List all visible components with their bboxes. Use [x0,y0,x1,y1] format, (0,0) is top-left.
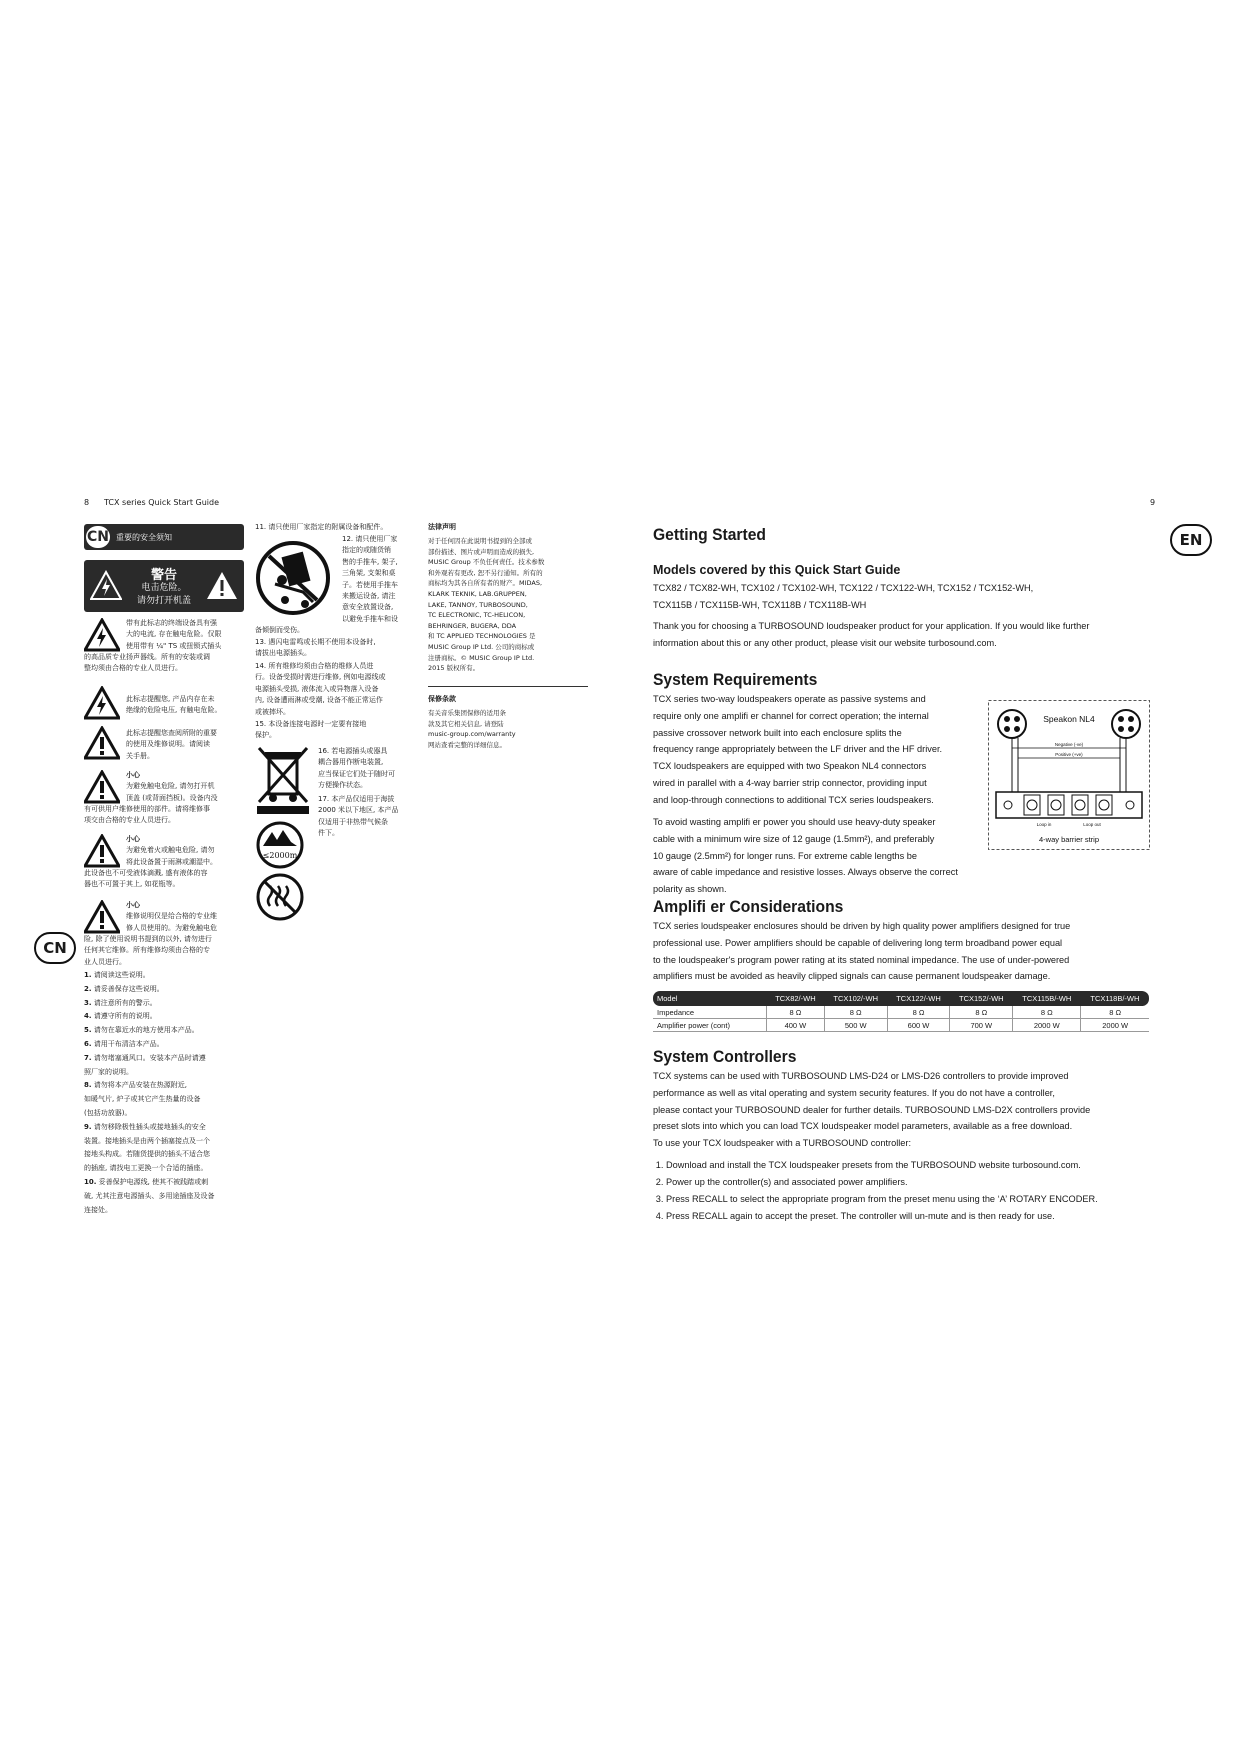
negative-label: Negative (-ve) [1054,742,1084,747]
system-controllers-heading: System Controllers [653,1047,797,1066]
caution-heading: 小心 [126,901,140,909]
text-line: 子。若使用手推车 [342,580,398,589]
caution-icon [84,834,120,868]
legal-heading: 法律声明 [428,523,456,531]
table-header-row [653,991,1149,1006]
table-header-cell: TCX115B/-WH [1022,994,1072,1003]
getting-started-heading: Getting Started [653,525,766,544]
text-line: 仅适用于非热带气候条 [318,817,388,826]
system-requirements-heading: System Requirements [653,670,818,689]
altitude-label: ≤2000m [262,851,298,860]
text-line: 意安全放置设备, [342,603,394,612]
list-item [84,1190,249,1204]
warning-box [84,560,244,612]
text-line: 大的电流, 存在触电危险。仅限 [126,630,222,639]
cn-item-17 [318,794,426,840]
list-number: 5. [84,1026,92,1035]
warranty-text [428,708,588,750]
speakon-label: Speakon NL4 [1043,714,1095,724]
table-cell: 600 W [887,1019,950,1032]
thanks-line-1: Thank you for choosing a TURBOSOUND loudspeaker product for your application. If you would like further [653,621,1090,631]
row-label: Amplifier power (cont) [653,1019,767,1032]
text-line: 险, 除了使用说明书提到的以外, 请勿进行 [84,935,212,943]
cart-warning-icon [255,540,331,616]
list-item [84,1148,249,1162]
cn-caution1-b [84,804,246,827]
text-line: 售的手推车, 架子, [342,557,398,566]
list-number: 9. [84,1122,92,1131]
row-label: Impedance [653,1006,767,1019]
text-line: 16. 若电源插头或器具 [318,747,388,755]
text-line: 带有此标志的终端设备具有强 [126,619,217,627]
cn-item-14 [255,661,425,718]
text-line: professional use. Power amplifiers should be capable of delivering long term broadband power equal [653,937,1063,948]
list-item [84,1010,249,1024]
cn-caution2-b [84,868,246,891]
warning-title: 警告 [150,568,177,583]
text-line: 有关音乐集团保修的适用条 [428,709,506,717]
positive-label: Positive (+ve) [1055,752,1083,757]
list-item: 1. Download and install the TCX loudspeaker presets from the TURBOSOUND website turbosound.com. [666,1157,1156,1174]
list-text: 请妥善保存这些说明。 [93,984,164,993]
list-item [84,997,249,1011]
table-cell: 8 Ω [1081,1006,1149,1019]
text-line: 为避免触电危险, 请勿打开机 [126,782,215,791]
warranty-heading: 保修条款 [428,695,456,703]
cn-section-bar [84,524,244,550]
text-line: 为避免着火或触电危险, 请勿 [126,846,215,855]
text-line: To avoid wasting amplifi er power you should use heavy-duty speaker [653,817,936,827]
list-item [84,1038,249,1052]
weee-disposal-icon [255,744,311,816]
text-line: passive crossover network built into each enclosure splits the [653,727,902,738]
text-line: 指定的或随货销 [342,546,391,555]
cn-block1-a [126,618,246,652]
list-number: 8. [84,1081,92,1090]
text-line: 17. 本产品仅适用于海拔 [318,795,395,803]
text-line: 的使用及维修说明。请阅读 [126,740,210,749]
cn-item-13 [255,637,425,660]
table-cell: 8 Ω [887,1006,950,1019]
barrier-strip [996,792,1142,818]
table-cell: 8 Ω [950,1006,1013,1019]
list-text: 妥善保护电源线, 使其不被践踏或刺 [98,1177,209,1186]
list-text: 的插座, 请找电工更换一个合适的插座。 [84,1164,208,1173]
text-line: 商标均为其各自所有者的财产。MIDAS, [428,579,543,588]
cn-bar-tag: CN [86,526,110,548]
table-cell: 8 Ω [1013,1006,1081,1019]
text-line: 款及其它相关信息, 请登陆 [428,719,504,728]
text-line: amplifiers must be avoided as heavily clipped signals can cause permanent loudspeaker damage. [653,971,1051,982]
list-item [84,1204,249,1218]
text-line: 有可供用户维修使用的部件。请将维修事 [84,805,210,813]
list-number: 2. [84,984,92,993]
text-line: 和 TC APPLIED TECHNOLOGIES 是 [428,632,536,641]
cn-block2 [126,694,246,717]
text-line: 电源插头受损, 液体流入或异物落入设备 [255,684,379,693]
amplifier-heading: Amplifi er Considerations [653,897,844,916]
cn-caution1-a [126,770,246,804]
cn-item-12b: 备倾倒而受伤。 [255,626,304,634]
text-line: 三角架, 支架和桌 [342,569,396,578]
list-text: 请勿移除极性插头或接地插头的安全 [93,1122,206,1131]
tropical-climate-icon [255,872,305,922]
list-item [84,1052,249,1066]
speakon-connector-right [1112,710,1140,738]
text-line: 对于任何因在此说明书提到的全部或 [428,537,532,545]
table-header-cell: Model [657,994,678,1003]
exclamation-warning-icon [206,570,238,600]
text-line: TCX systems can be used with TURBOSOUND LMS-D24 or LMS-D26 controllers to provide improved [653,1071,1069,1081]
text-line: preset slots into which you can load TCX loudspeaker model parameters, available as a free download. [653,1121,1073,1132]
text-line: 2000 米以下地区, 本产品 [318,806,399,815]
cn-item-15 [255,719,425,742]
caution-icon [84,900,120,934]
text-line: 维修说明仅是给合格的专业维 [126,912,217,921]
text-line: 关手册。 [126,751,154,760]
text-line: KLARK TEKNIK, LAB.GRUPPEN, [428,589,527,598]
text-line: 部份描述、图片或声明而造成的损失, [428,547,535,556]
text-line: 行。设备受损时需进行维修, 例如电源线或 [255,673,386,682]
cn-caution3-a [126,900,246,934]
text-line: 13. 遇闪电雷鸣或长期不使用本设备时, [255,638,376,646]
cn-caution3-b [84,934,246,968]
text-line: cable with a minimum wire size of 12 gauge (1.5mm²), and preferably [653,833,935,844]
table-header-cell: TCX102/-WH [833,994,878,1003]
list-text: 装置。接地插头是由两个插塞接点及一个 [84,1136,210,1145]
list-item [84,969,249,983]
caution-heading: 小心 [126,835,140,843]
list-number: 10. [84,1177,97,1186]
list-text: 连接处。 [84,1205,112,1214]
list-item [84,1079,249,1093]
caution-icon [84,770,120,804]
read-manual-icon [84,726,120,760]
text-line: BEHRINGER, BUGERA, DDA [428,621,517,630]
text-line: to the loudspeaker's program power rating at its stated nominal impedance. The use of under-powered [653,954,1070,965]
text-line: 件下。 [318,829,339,838]
list-text: (包括功放器)。 [84,1108,132,1117]
models-line-1: TCX82 / TCX82-WH, TCX102 / TCX102-WH, TCX122 / TCX122-WH, TCX152 / TCX152-WH, [653,583,1034,593]
list-item: 3. Press RECALL to select the appropriate program from the preset menu using the ‘A’ ROTARY ENCODER. [666,1191,1156,1208]
list-text: 接地头构成。若随货提供的插头不适合您 [84,1150,210,1159]
text-line: 将此设备置于雨淋或潮湿中。 [126,857,217,866]
cn-caution2-a [126,834,246,868]
text-line: TCX series loudspeaker enclosures should be driven by high quality power amplifiers designed for true [653,921,1071,931]
spec-table [653,991,1149,1032]
text-line: TC ELECTRONIC, TC-HELICON, [428,611,526,620]
list-item [84,983,249,997]
voltage-warning-icon [84,686,120,720]
text-line: 业人员进行。 [84,957,126,966]
right-page-number: 9 [1150,498,1156,507]
list-text: 请勿堵塞通风口。安装本产品时请遵 [93,1053,206,1062]
list-number: 7. [84,1053,92,1062]
list-text: 请注意所有的警示。 [93,998,157,1007]
list-item [84,1093,249,1107]
text-line: TCX loudspeakers are equipped with two Speakon NL4 connectors [653,761,927,772]
text-line: 此设备也不可受液体滴溅, 盛有液体的容 [84,869,208,877]
text-line: 以避免手推车和设 [342,614,398,623]
text-line: 耦合器用作断电装置, [318,758,384,767]
text-line: 12. 请只使用厂家 [342,535,398,543]
list-text: 请遵守所有的说明。 [93,1012,157,1021]
list-text: 请用干布清洁本产品。 [93,1039,164,1048]
text-line: 此标志提醒您, 产品内存在未 [126,695,215,703]
text-line: wired in parallel with a 4-way barrier strip connector, providing input [653,777,927,788]
list-item [84,1162,249,1176]
sysreq-text [653,691,983,809]
text-line: 顶盖 (或背面挡板)。设备内没 [126,793,218,802]
table-row [653,1019,1149,1032]
text-line: and loop-through connections to additional TCX series loudspeakers. [653,794,934,805]
warning-sub-line-1: 电击危险。 [141,583,187,593]
legal-text [428,536,588,674]
divider [428,686,588,687]
text-line: TCX series two-way loudspeakers operate as passive systems and [653,694,926,704]
text-line: 应当保证它们处于随时可 [318,769,395,778]
text-line: 内, 设备遭雨淋或受潮, 设备不能正常运作 [255,696,383,705]
loop-out-label: Loop out [1083,822,1101,827]
lightning-warning-icon [90,570,122,600]
list-item [84,1066,249,1080]
text-line: require only one amplifi er channel for correct operation; the internal [653,710,929,721]
list-item: 2. Power up the controller(s) and associated power amplifiers. [666,1174,1156,1191]
text-line: 任何其它维修。所有维修均须由合格的专 [84,946,210,955]
table-cell: 2000 W [1013,1019,1081,1032]
text-line: music-group.com/warranty [428,730,516,739]
caution-heading: 小心 [126,771,140,779]
models-heading: Models covered by this Quick Start Guide [653,563,901,577]
models-line-2: TCX115B / TCX115B-WH, TCX118B / TCX118B-WH [653,600,867,610]
text-line: 请拔出电源插头。 [255,649,311,658]
left-page-title: TCX series Quick Start Guide [104,498,220,507]
table-header-cell: TCX152/-WH [959,994,1004,1003]
cn-safety-list [84,969,249,1217]
table-cell: 8 Ω [767,1006,825,1019]
text-line: 来搬运设备, 请注 [342,592,396,601]
list-item [84,1024,249,1038]
list-item: 4. Press RECALL again to accept the preset. The controller will un-mute and is then ready for use. [666,1208,1156,1225]
en-language-badge: EN [1170,524,1212,556]
list-number: 3. [84,998,92,1007]
wiring-diagram [988,700,1150,850]
warning-sub [128,582,200,608]
text-line: 的高品质专业扬声器线。所有的安装或调 [84,653,210,661]
text-line: 绝缘的危险电压, 有触电危险。 [126,706,222,715]
controllers-text [653,1068,1153,1152]
sysreq-text-2 [653,814,983,898]
list-item [84,1107,249,1121]
text-line: 和外观若有更改, 恕不另行通知。所有的 [428,568,543,577]
speakon-connector-left [998,710,1026,738]
cn-block3 [126,728,246,762]
text-line: frequency range appropriately between the LF driver and the HF driver. [653,744,943,755]
warning-sub-line-2: 请勿打开机盖 [136,596,191,606]
text-line: 10 gauge (2.5mm²) for longer runs. For extreme cable lengths be [653,850,918,861]
cn-language-badge: CN [34,932,76,964]
text-line: 修人员使用的。为避免触电危 [126,923,217,932]
text-line: 网站查看完整的详细信息。 [428,740,506,749]
list-text: 破, 尤其注意电源插头、多用途插座及设备 [84,1191,215,1200]
list-text: 照厂家的说明。 [84,1067,133,1076]
cn-item-16 [318,746,426,792]
table-cell: 400 W [767,1019,825,1032]
list-item [84,1176,249,1190]
text-line: 15. 本设备连接电源时一定要有接地 [255,720,367,728]
table-cell: 2000 W [1081,1019,1149,1032]
list-item [84,1135,249,1149]
text-line: performance as well as vital operating and system security features. If you do not have a controller, [653,1087,1055,1098]
terminal-warning-icon [84,618,120,652]
list-text: 如暖气片, 炉子或其它产生热量的设备 [84,1095,201,1104]
table-cell: 500 W [824,1019,887,1032]
text-line: 此标志提醒您查阅所附的重要 [126,729,217,737]
text-line: 或被摔坏。 [255,707,290,716]
text-line: 保护。 [255,731,276,740]
cn-item-11: 11. 请只使用厂家指定的附属设备和配件。 [255,523,388,531]
altitude-mountain-icon [255,820,305,870]
cn-item-12 [342,534,424,625]
table-row [653,1006,1149,1019]
text-line: MUSIC Group 不负任何责任。技术参数 [428,558,545,567]
controller-steps [653,1157,1156,1225]
cn-bar-title: 重要的安全须知 [116,532,172,542]
barrier-strip-label: 4-way barrier strip [1038,835,1100,844]
text-line: MUSIC Group IP Ltd. 公司的商标或 [428,642,535,651]
amplifier-text [653,918,1153,985]
text-line: aware of cable impedance and resistive losses. Always observe the correct polarity as shown. [653,867,958,895]
table-cell: 700 W [950,1019,1013,1032]
text-line: 注册商标。© MUSIC Group IP Ltd. [428,653,535,662]
list-text: 请勿在靠近水的地方使用本产品。 [93,1026,199,1035]
table-header-cell: TCX122/-WH [896,994,941,1003]
text-line: 2015 版权所有。 [428,664,480,673]
list-number: 4. [84,1012,92,1021]
cn-block1-b [84,652,246,675]
text-line: To use your TCX loudspeaker with a TURBOSOUND controller: [653,1138,912,1149]
text-line: 方便操作状态。 [318,781,367,790]
table-header-cell: TCX82/-WH [775,994,816,1003]
text-line: 整均须由合格的专业人员进行。 [84,664,182,673]
list-number: 6. [84,1039,92,1048]
text-line: 项交由合格的专业人员进行。 [84,816,175,825]
text-line: 14. 所有维修均须由合格的维修人员进 [255,662,374,670]
table-header-cell: TCX118B/-WH [1090,994,1140,1003]
list-text: 请阅读这些说明。 [93,971,150,979]
list-text: 请勿将本产品安装在热源附近, [93,1081,187,1090]
list-item [84,1121,249,1135]
text-line: please contact your TURBOSOUND dealer for further details. TURBOSOUND LMS-D2X controllers provide [653,1104,1091,1115]
loop-in-label: Loop in [1036,822,1052,827]
thanks-line-2: information about this or any other product, please visit our website turbosound.com. [653,638,997,648]
list-number: 1. [84,971,92,979]
table-cell: 8 Ω [824,1006,887,1019]
left-page-number: 8 [84,498,90,507]
text-line: 器也不可置于其上, 如花瓶等。 [84,880,180,889]
text-line: LAKE, TANNOY, TURBOSOUND, [428,600,528,609]
text-line: 使用带有 ¼" TS 或扭锁式插头 [126,641,222,650]
